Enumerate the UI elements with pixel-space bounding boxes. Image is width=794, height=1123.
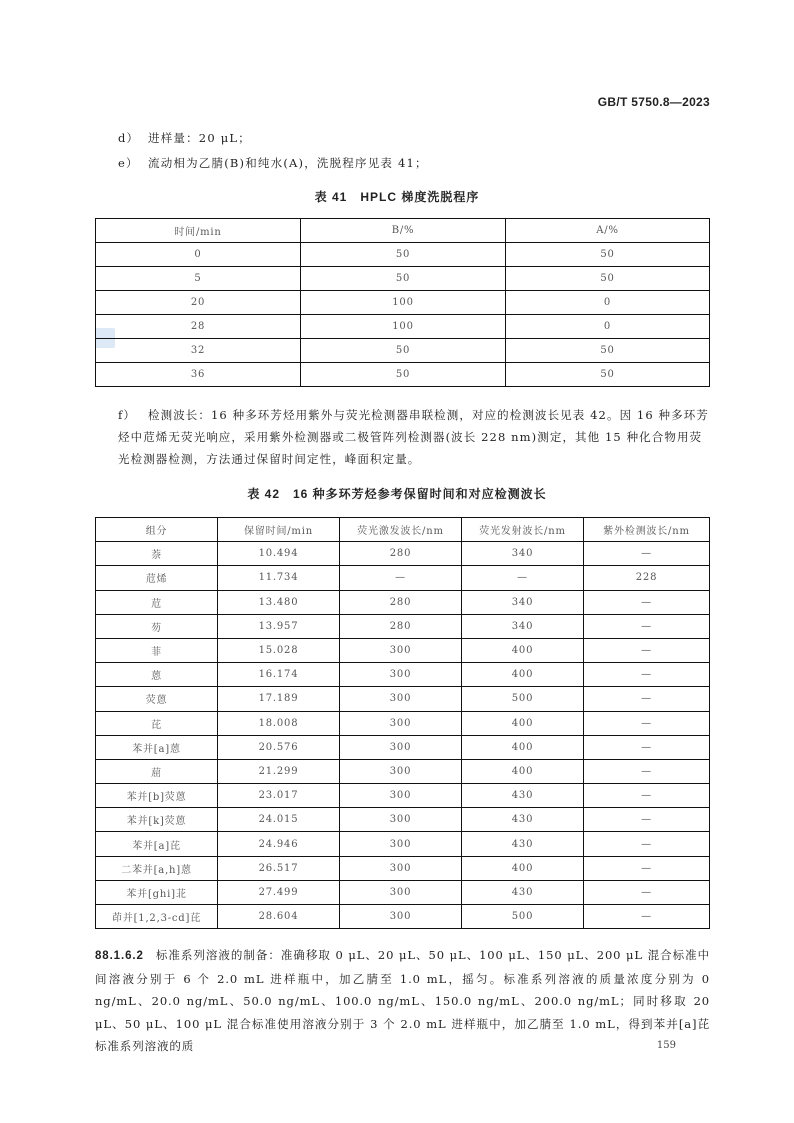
- table-row: [96, 267, 710, 291]
- table-cell: 0: [506, 291, 710, 315]
- column-header: 紫外检测波长/nm: [584, 518, 710, 542]
- table-cell: —: [584, 590, 710, 614]
- table-42-retention-times: [95, 517, 710, 929]
- table-cell: 300: [340, 905, 462, 929]
- column-header: A/%: [506, 219, 710, 243]
- table-row: [96, 291, 710, 315]
- table-row: [96, 784, 710, 808]
- table-cell: 茚并[1,2,3-cd]芘: [96, 905, 218, 929]
- table-cell: 50: [506, 363, 710, 387]
- table-row: [96, 542, 710, 566]
- table-cell: —: [584, 614, 710, 638]
- table42-caption: 表 42 16 种多环芳烃参考保留时间和对应检测波长: [247, 487, 547, 501]
- table-cell: 340: [462, 542, 584, 566]
- table-cell: —: [584, 832, 710, 856]
- item-text: 流动相为乙腈(B)和纯水(A)，洗脱程序见表 41；: [148, 156, 428, 170]
- table-cell: 18.008: [218, 711, 340, 735]
- table-cell: —: [584, 735, 710, 759]
- section-text: 标准系列溶液的制备：准确移取 0 μL、20 μL、50 μL、100 μL、150 μL、200 μL 混合标准中间溶液分别于 6 个 2.0 mL 进样瓶中，加乙腈至 1.0 mL，摇匀。标准系列溶液的质量浓度分别为 0 ng/mL、20.0 ng/mL、50.0 ng/mL、100.0 ng/mL、150.0 ng/mL、200.0 ng/mL；同时移取 20 μL、50 μL、100 μL 混合标准使用溶液分别于 3 个 2.0 mL 进样瓶中，加乙腈至 1.0 mL，得到苯并[a]芘标准系列溶液的质: [95, 948, 710, 1053]
- page-number: 159: [656, 1040, 676, 1051]
- table-cell: 苯并[k]荧蒽: [96, 808, 218, 832]
- table-cell: 400: [462, 638, 584, 662]
- table-cell: 15.028: [218, 638, 340, 662]
- table-cell: 50: [301, 339, 506, 363]
- table-cell: 蒽: [96, 663, 218, 687]
- table-cell: 11.734: [218, 566, 340, 590]
- item-label: e）: [118, 156, 139, 170]
- table-cell: —: [584, 542, 710, 566]
- table-cell: 50: [506, 267, 710, 291]
- table-row: [96, 566, 710, 590]
- column-header: 荧光激发波长/nm: [340, 518, 462, 542]
- table-row: [96, 614, 710, 638]
- table-cell: 苊烯: [96, 566, 218, 590]
- table-cell: 36: [96, 363, 301, 387]
- table-row: [96, 808, 710, 832]
- table-cell: —: [584, 663, 710, 687]
- table-cell: 苯并[a]蒽: [96, 735, 218, 759]
- table-cell: 50: [301, 363, 506, 387]
- table-cell: 菲: [96, 638, 218, 662]
- table-cell: 萘: [96, 542, 218, 566]
- table-cell: 400: [462, 759, 584, 783]
- section-88-1-6-2: [95, 944, 710, 1058]
- table-row: [96, 759, 710, 783]
- table-cell: 24.946: [218, 832, 340, 856]
- table-row: [96, 590, 710, 614]
- table-cell: 芴: [96, 614, 218, 638]
- item-text: 检测波长：16 种多环芳烃用紫外与荧光检测器串联检测，对应的检测波长见表 42。因 16 种多环芳烃中苊烯无荧光响应，采用紫外检测器或二极管阵列检测器(波长 228 nm)测定，其他 15 种化合物用荧光检测器检测，方法通过保留时间定性，峰面积定量。: [118, 408, 709, 466]
- table-cell: 32: [96, 339, 301, 363]
- table-cell: 27.499: [218, 880, 340, 904]
- table-cell: 䓛: [96, 759, 218, 783]
- table-cell: 100: [301, 315, 506, 339]
- table-cell: 300: [340, 638, 462, 662]
- table-cell: 50: [506, 243, 710, 267]
- item-label: f）: [118, 408, 136, 422]
- table-cell: 苊: [96, 590, 218, 614]
- table-cell: —: [584, 880, 710, 904]
- table-row: [96, 363, 710, 387]
- table-cell: 苯并[a]芘: [96, 832, 218, 856]
- column-header: B/%: [301, 219, 506, 243]
- table-cell: 13.957: [218, 614, 340, 638]
- table-cell: —: [584, 856, 710, 880]
- table-cell: 50: [301, 267, 506, 291]
- table-cell: 430: [462, 808, 584, 832]
- table-row: [96, 856, 710, 880]
- table-header-row: [96, 219, 710, 243]
- item-label: d）: [118, 131, 140, 145]
- table-cell: 300: [340, 784, 462, 808]
- table-cell: 16.174: [218, 663, 340, 687]
- table-cell: —: [584, 687, 710, 711]
- table-cell: 300: [340, 663, 462, 687]
- table-cell: —: [584, 784, 710, 808]
- table-cell: 24.015: [218, 808, 340, 832]
- table-row: [96, 687, 710, 711]
- table-cell: —: [340, 566, 462, 590]
- table-cell: 300: [340, 880, 462, 904]
- table-cell: —: [584, 711, 710, 735]
- table-row: [96, 711, 710, 735]
- table-row: [96, 880, 710, 904]
- table-cell: 17.189: [218, 687, 340, 711]
- table41-caption: 表 41 HPLC 梯度洗脱程序: [314, 190, 480, 204]
- table-cell: 430: [462, 880, 584, 904]
- list-item-d: [118, 130, 251, 146]
- table-cell: 400: [462, 856, 584, 880]
- table-row: [96, 832, 710, 856]
- table-cell: 芘: [96, 711, 218, 735]
- table-cell: 100: [301, 291, 506, 315]
- list-item-f: [118, 404, 710, 470]
- table-cell: 苯并[ghi]苝: [96, 880, 218, 904]
- table-cell: 400: [462, 711, 584, 735]
- table-cell: 300: [340, 735, 462, 759]
- item-text: 进样量：20 μL；: [148, 131, 251, 145]
- table-cell: 5: [96, 267, 301, 291]
- table-cell: 20.576: [218, 735, 340, 759]
- table-cell: 280: [340, 614, 462, 638]
- table-cell: 280: [340, 542, 462, 566]
- table-cell: 300: [340, 759, 462, 783]
- table-cell: 300: [340, 808, 462, 832]
- table-cell: 26.517: [218, 856, 340, 880]
- column-header: 时间/min: [96, 219, 301, 243]
- table-cell: 340: [462, 614, 584, 638]
- table-row: [96, 735, 710, 759]
- column-header: 组分: [96, 518, 218, 542]
- table-row: [96, 243, 710, 267]
- table-cell: —: [584, 759, 710, 783]
- table-cell: 500: [462, 905, 584, 929]
- table-cell: 300: [340, 856, 462, 880]
- list-item-e: [118, 155, 428, 171]
- table-cell: 10.494: [218, 542, 340, 566]
- table-cell: 0: [506, 315, 710, 339]
- table-cell: 400: [462, 735, 584, 759]
- table-row: [96, 663, 710, 687]
- table-cell: 0: [96, 243, 301, 267]
- table-cell: 50: [301, 243, 506, 267]
- table-cell: 300: [340, 832, 462, 856]
- section-number: 88.1.6.2: [95, 950, 144, 962]
- table-cell: 二苯并[a,h]蒽: [96, 856, 218, 880]
- table-row: [96, 905, 710, 929]
- table-cell: 28: [96, 315, 301, 339]
- table-cell: 21.299: [218, 759, 340, 783]
- table-cell: 340: [462, 590, 584, 614]
- table-cell: 苯并[b]荧蒽: [96, 784, 218, 808]
- table-cell: 50: [506, 339, 710, 363]
- table-row: [96, 638, 710, 662]
- table-cell: 300: [340, 687, 462, 711]
- table-cell: 20: [96, 291, 301, 315]
- table-41-gradient-program: [95, 218, 710, 387]
- table-cell: 400: [462, 663, 584, 687]
- table-cell: —: [462, 566, 584, 590]
- table-cell: —: [584, 905, 710, 929]
- table-cell: 300: [340, 711, 462, 735]
- table-cell: 430: [462, 832, 584, 856]
- standard-number-header: GB/T 5750.8—2023: [597, 95, 710, 109]
- table-row: [96, 315, 710, 339]
- column-header: 荧光发射波长/nm: [462, 518, 584, 542]
- table-cell: —: [584, 808, 710, 832]
- table-cell: 13.480: [218, 590, 340, 614]
- table-cell: —: [584, 638, 710, 662]
- table-cell: 430: [462, 784, 584, 808]
- table-cell: 280: [340, 590, 462, 614]
- table-cell: 23.017: [218, 784, 340, 808]
- table-cell: 228: [584, 566, 710, 590]
- table-cell: 500: [462, 687, 584, 711]
- table-header-row: [96, 518, 710, 542]
- table-row: [96, 339, 710, 363]
- table-cell: 28.604: [218, 905, 340, 929]
- table-cell: 荧蒽: [96, 687, 218, 711]
- column-header: 保留时间/min: [218, 518, 340, 542]
